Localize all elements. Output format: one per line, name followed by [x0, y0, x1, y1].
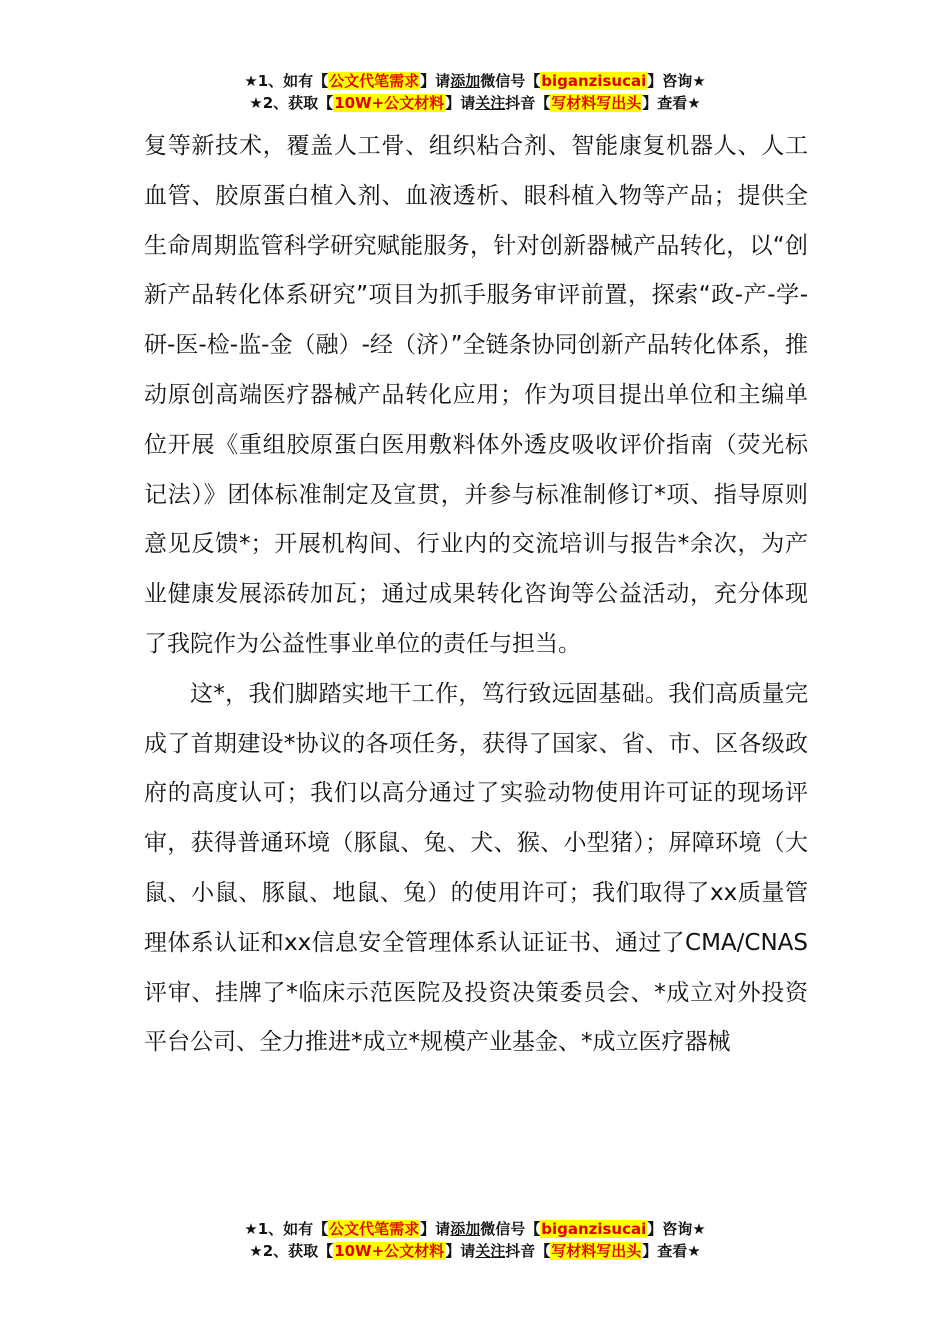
highlight-douyin: 写材料写出头	[551, 94, 642, 112]
highlight-materials: 10W+公文材料	[334, 94, 445, 112]
highlight-douyin: 写材料写出头	[551, 1242, 642, 1260]
paragraph: 这*，我们脚踏实地干工作，笃行致远固基础。我们高质量完成了首期建设*协议的各项任务，获得了国家、省、市、区各级政府的高度认可；我们以高分通过了实验动物使用许可证的现场评审，获得普通环境（豚鼠、兔、犬、猴、小型猪）；屏障环境（大鼠、小鼠、豚鼠、地鼠、兔）的使用许可；我们取得了xx质量管理体系认证和xx信息安全管理体系认证证书、通过了CMA/CNAS评审、挂牌了*临床示范医院及投资决策委员会、*成立对外投资平台公司、全力推进*成立*规模产业基金、*成立医疗器械	[144, 680, 808, 1056]
banner-text: ★2、获取【	[249, 94, 334, 112]
banner-text: 抖音【	[505, 94, 551, 112]
banner-emphasis: 添加	[450, 72, 481, 90]
banner-text: ★2、获取【	[249, 1242, 334, 1260]
banner-line-2	[0, 92, 950, 114]
banner-line-1	[0, 1218, 950, 1240]
highlight-wechat-id: biganzisucai	[541, 72, 647, 90]
highlight-service: 公文代笔需求	[329, 72, 420, 90]
header-banner	[0, 70, 950, 114]
banner-text: 】请	[445, 94, 476, 112]
banner-text: 】咨询★	[647, 72, 706, 90]
document-body	[144, 122, 808, 1068]
highlight-service: 公文代笔需求	[329, 1220, 420, 1238]
banner-text: 】查看★	[642, 1242, 701, 1260]
banner-text: ★1、如有【	[244, 1220, 329, 1238]
banner-text: 抖音【	[505, 1242, 551, 1260]
banner-emphasis: 关注	[475, 1242, 506, 1260]
footer-banner	[0, 1218, 950, 1262]
banner-text: 】请	[445, 1242, 476, 1260]
banner-text: 】咨询★	[647, 1220, 706, 1238]
banner-text: 】请	[420, 72, 451, 90]
banner-text: 】查看★	[642, 94, 701, 112]
highlight-wechat-id: biganzisucai	[541, 1220, 647, 1238]
paragraph-continued: 复等新技术，覆盖人工骨、组织粘合剂、智能康复机器人、人工血管、胶原蛋白植入剂、血液透析、眼科植入物等产品；提供全生命周期监管科学研究赋能服务，针对创新器械产品转化，以“创新产品转化体系研究”项目为抓手服务审评前置，探索“政-产-学-研-医-检-监-金（融）-经（济）”全链条协同创新产品转化体系，推动原创高端医疗器械产品转化应用；作为项目提出单位和主编单位开展《重组胶原蛋白医用敷料体外透皮吸收评价指南（荧光标记法）》团体标准制定及宣贯，并参与标准制修订*项、指导原则意见反馈*；开展机构间、行业内的交流培训与报告*余次，为产业健康发展添砖加瓦；通过成果转化咨询等公益活动，充分体现了我院作为公益性事业单位的责任与担当。	[144, 133, 808, 657]
banner-text: ★1、如有【	[244, 72, 329, 90]
highlight-materials: 10W+公文材料	[334, 1242, 445, 1260]
banner-emphasis: 添加	[450, 1220, 481, 1238]
banner-line-2	[0, 1240, 950, 1262]
banner-emphasis: 关注	[475, 94, 506, 112]
banner-text: 微信号【	[480, 1220, 541, 1238]
banner-text: 】请	[420, 1220, 451, 1238]
banner-text: 微信号【	[480, 72, 541, 90]
banner-line-1	[0, 70, 950, 92]
